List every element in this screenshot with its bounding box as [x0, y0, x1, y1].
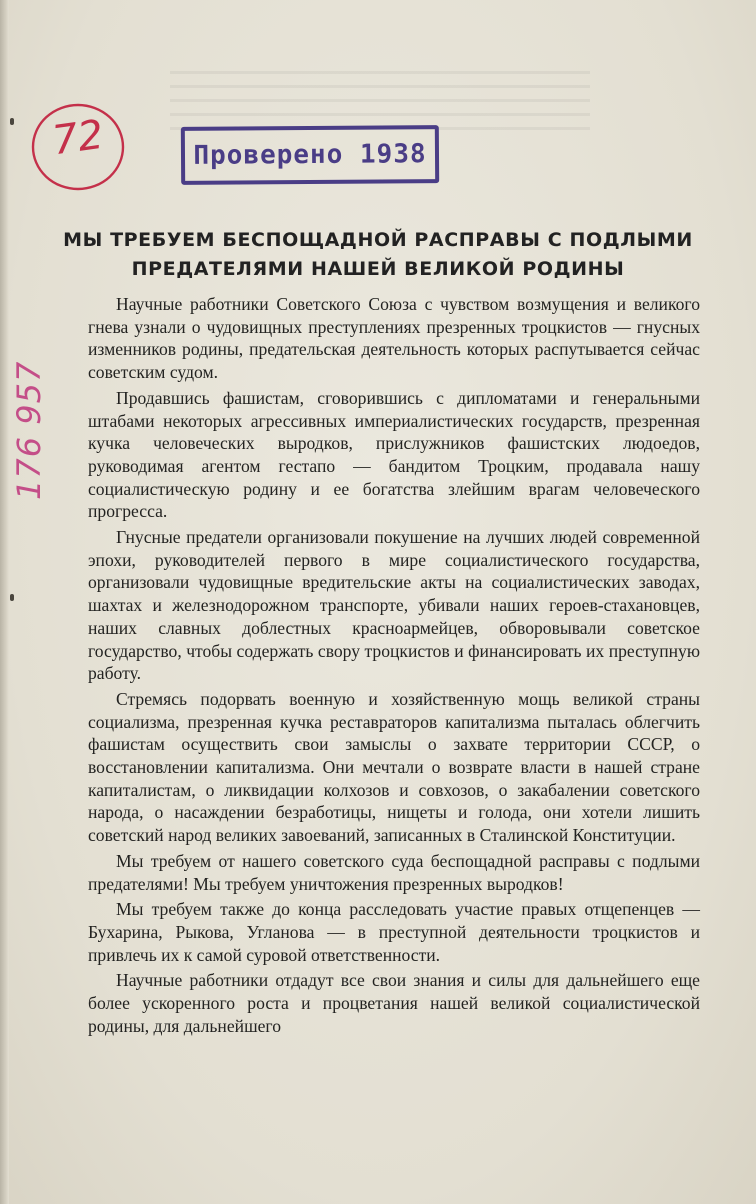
binding-hole: [10, 118, 14, 125]
paragraph: Продавшись фашистам, сговорившись с дипломатами и генеральными штабами некоторых агрессивных империалистических государств, презренная кучка человеческих выродков, прислужников фашистских людоедов, руководимая агентом гестапо — бандитом Троцким, продавала нашу социалистическую родину и ее богатства злейшим врагам человеческого прогресса.: [88, 387, 700, 522]
accession-number: 176 957: [10, 360, 48, 500]
paragraph: Мы требуем также до конца расследовать участие правых отщепенцев — Бухарина, Рыкова, Угланова — в преступной деятельности троцкистов и привлечь их к самой суровой ответственности.: [88, 899, 700, 965]
article-title: [52, 226, 704, 284]
title-line: МЫ ТРЕБУЕМ БЕСПОЩАДНОЙ РАСПРАВЫ С ПОДЛЫМИ: [63, 229, 693, 251]
inspection-stamp: [181, 125, 439, 185]
title-line: ПРЕДАТЕЛЯМИ НАШЕЙ ВЕЛИКОЙ РОДИНЫ: [131, 258, 625, 280]
paragraph: Научные работники Советского Союза с чувством возмущения и великого гнева узнали о чудовищных преступлениях презренных троцкистов — гнусных изменников родины, предательская деятельность которых распутывается сейчас советским судом.: [88, 294, 700, 383]
inspection-stamp-text: Проверено 1938: [193, 139, 427, 171]
binding-hole: [10, 594, 14, 601]
paragraph: Мы требуем от нашего советского суда беспощадной расправы с подлыми предателями! Мы требуем уничтожения презренных выродков!: [88, 850, 700, 894]
folio-number: 72: [49, 111, 107, 165]
show-through-text: [170, 60, 590, 130]
paragraph: Стремясь подорвать военную и хозяйственную мощь великой страны социализма, презренная кучка реставраторов капитализма пыталась облегчить фашистам осуществить свои замыслы о захвате территории СССР, о восстановлении капитализма. Они мечтали о возврате власти в нашей стране капиталистам, о ликвидации колхозов и совхозов, о закабалении советского народа, о насаждении безработицы, нищеты и голода, они хотели лишить советский народ великих завоеваний, записанных в Сталинской Конституции.: [88, 688, 700, 846]
paragraph: Гнусные предатели организовали покушение на лучших людей современной эпохи, руководителей первого в мире социалистического государства, организовали чудовищные вредительские акты на социалистических заводах, шахтах и железнодорожном транспорте, убивали наших героев-стахановцев, наших славных доблестных красноармейцев, обворовывали советское государство, чтобы содержать свору троцкистов и финансировать их преступную работу.: [88, 527, 700, 684]
article-body: [88, 293, 700, 1041]
binding-edge: [0, 0, 9, 1204]
folio-stamp: [29, 101, 127, 193]
paragraph: Научные работники отдадут все свои знания и силы для дальнейшего еще более ускоренного роста и процветания нашей великой социалистической родины, для дальнейшего: [88, 970, 700, 1036]
